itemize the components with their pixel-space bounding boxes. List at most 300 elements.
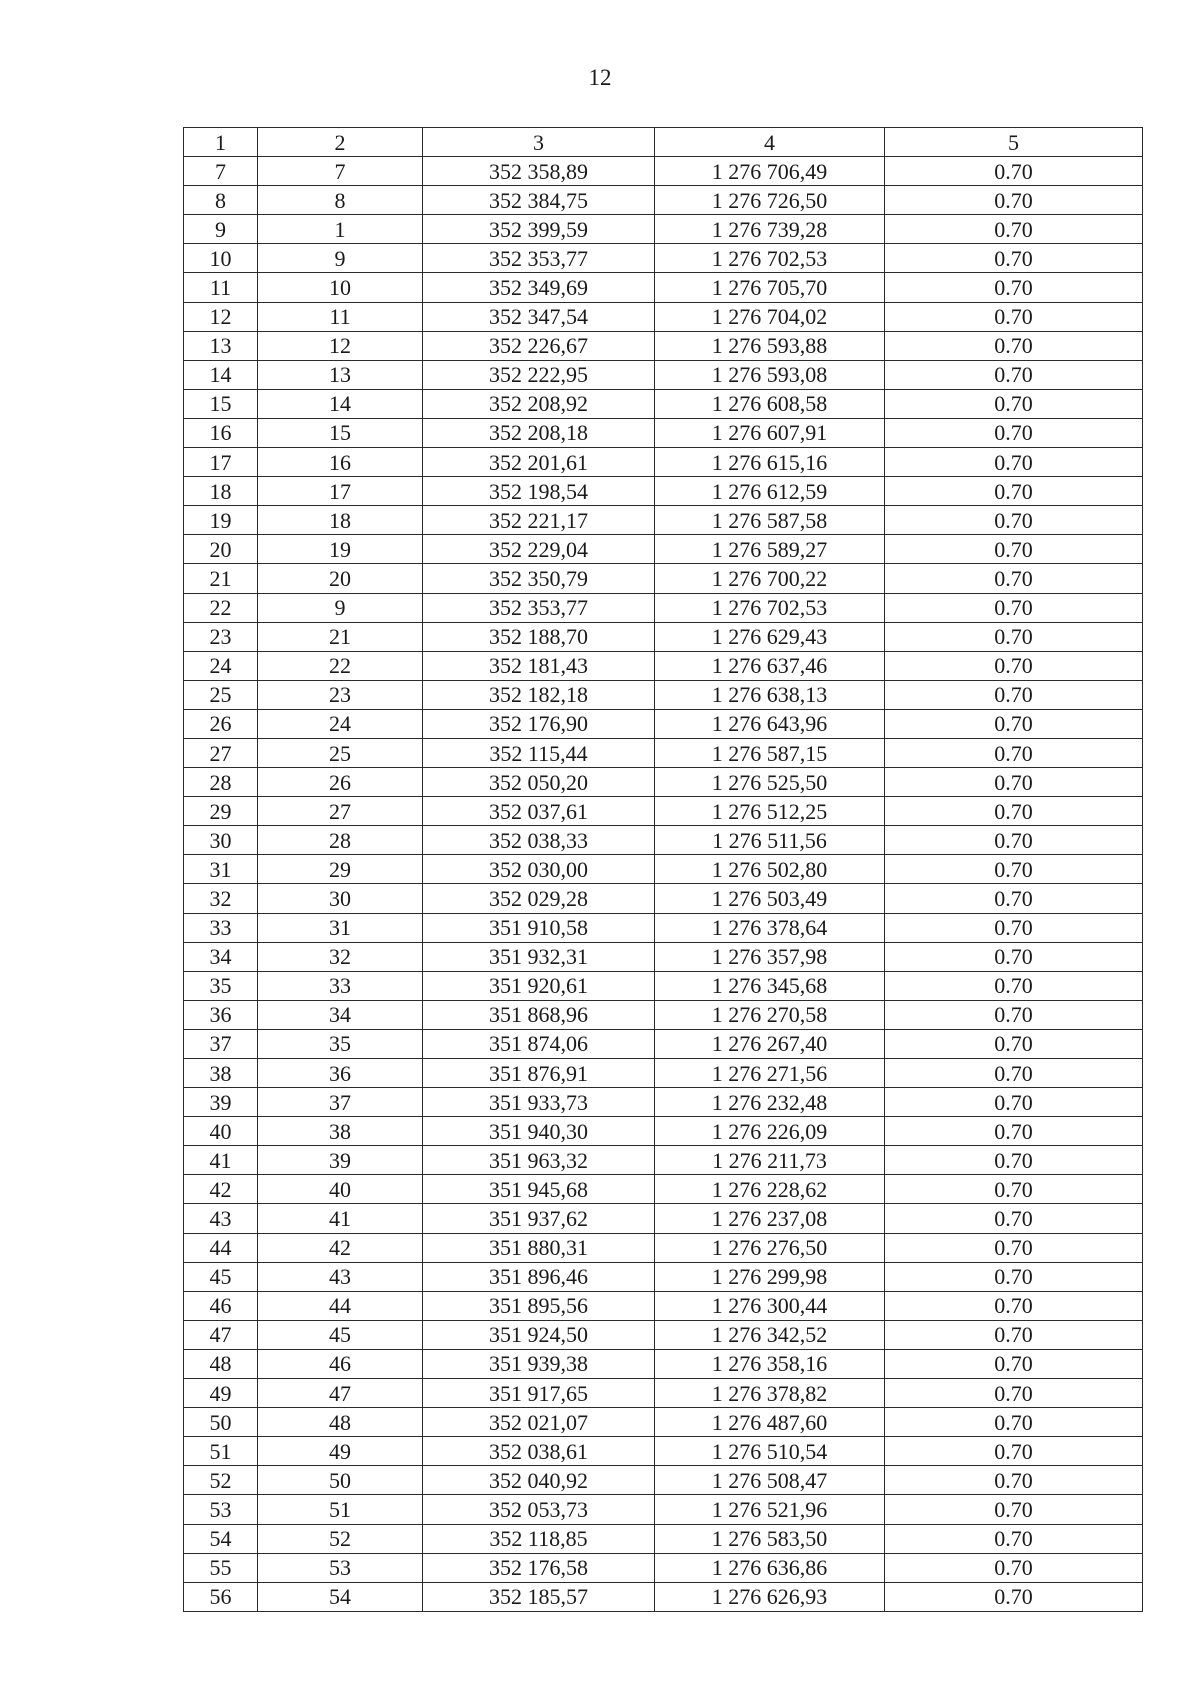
cell-coordinate-y: 1 276 226,09: [655, 1117, 885, 1146]
cell-point-number: 45: [258, 1320, 423, 1349]
cell-coordinate-x: 352 201,61: [423, 448, 655, 477]
cell-point-number: 49: [258, 1437, 423, 1466]
cell-coordinate-y: 1 276 702,53: [655, 593, 885, 622]
coordinates-table: [183, 127, 1143, 1612]
table-row: [184, 244, 1143, 273]
table-row: [184, 1553, 1143, 1582]
cell-point-number: 52: [258, 1524, 423, 1553]
cell-value: 0.70: [885, 622, 1143, 651]
cell-point-number: 40: [258, 1175, 423, 1204]
cell-row-number: 54: [184, 1524, 258, 1553]
cell-value: 0.70: [885, 971, 1143, 1000]
cell-row-number: 27: [184, 738, 258, 767]
cell-coordinate-y: 1 276 726,50: [655, 186, 885, 215]
cell-value: 0.70: [885, 506, 1143, 535]
cell-value: 0.70: [885, 1000, 1143, 1029]
cell-coordinate-x: 351 880,31: [423, 1233, 655, 1262]
column-header-2: 2: [258, 128, 423, 157]
cell-coordinate-x: 352 021,07: [423, 1408, 655, 1437]
cell-row-number: 28: [184, 768, 258, 797]
cell-value: 0.70: [885, 1379, 1143, 1408]
cell-row-number: 19: [184, 506, 258, 535]
table-row: [184, 622, 1143, 651]
table-row: [184, 1262, 1143, 1291]
cell-row-number: 35: [184, 971, 258, 1000]
table-row: [184, 1437, 1143, 1466]
cell-coordinate-y: 1 276 271,56: [655, 1059, 885, 1088]
cell-coordinate-y: 1 276 342,52: [655, 1320, 885, 1349]
cell-coordinate-y: 1 276 502,80: [655, 855, 885, 884]
table-row: [184, 1233, 1143, 1262]
cell-coordinate-y: 1 276 300,44: [655, 1291, 885, 1320]
cell-coordinate-x: 352 349,69: [423, 273, 655, 302]
table-row: [184, 535, 1143, 564]
table-row: [184, 1291, 1143, 1320]
cell-value: 0.70: [885, 1349, 1143, 1378]
cell-value: 0.70: [885, 1495, 1143, 1524]
page-number: 12: [588, 65, 612, 90]
cell-point-number: 38: [258, 1117, 423, 1146]
cell-coordinate-x: 352 185,57: [423, 1582, 655, 1611]
cell-value: 0.70: [885, 1408, 1143, 1437]
cell-row-number: 15: [184, 389, 258, 418]
table-row: [184, 768, 1143, 797]
table-row: [184, 331, 1143, 360]
cell-coordinate-x: 352 399,59: [423, 215, 655, 244]
cell-point-number: 17: [258, 477, 423, 506]
cell-point-number: 21: [258, 622, 423, 651]
table-row: [184, 593, 1143, 622]
cell-point-number: 10: [258, 273, 423, 302]
cell-coordinate-x: 352 038,33: [423, 826, 655, 855]
cell-point-number: 22: [258, 651, 423, 680]
cell-point-number: 28: [258, 826, 423, 855]
cell-point-number: 54: [258, 1582, 423, 1611]
table-row: [184, 1524, 1143, 1553]
column-header-1: 1: [184, 128, 258, 157]
table-row: [184, 1408, 1143, 1437]
cell-coordinate-x: 351 937,62: [423, 1204, 655, 1233]
cell-coordinate-x: 352 384,75: [423, 186, 655, 215]
cell-coordinate-y: 1 276 521,96: [655, 1495, 885, 1524]
cell-point-number: 32: [258, 942, 423, 971]
cell-coordinate-y: 1 276 228,62: [655, 1175, 885, 1204]
cell-coordinate-y: 1 276 637,46: [655, 651, 885, 680]
cell-coordinate-y: 1 276 706,49: [655, 157, 885, 186]
cell-coordinate-x: 351 920,61: [423, 971, 655, 1000]
cell-row-number: 48: [184, 1349, 258, 1378]
table-body: [184, 128, 1143, 1612]
cell-coordinate-x: 352 198,54: [423, 477, 655, 506]
table-row: [184, 1117, 1143, 1146]
cell-point-number: 43: [258, 1262, 423, 1291]
cell-coordinate-y: 1 276 511,56: [655, 826, 885, 855]
cell-coordinate-y: 1 276 608,58: [655, 389, 885, 418]
column-header-3: 3: [423, 128, 655, 157]
table-row: [184, 942, 1143, 971]
cell-coordinate-y: 1 276 299,98: [655, 1262, 885, 1291]
cell-point-number: 12: [258, 331, 423, 360]
cell-coordinate-x: 352 030,00: [423, 855, 655, 884]
cell-coordinate-x: 352 038,61: [423, 1437, 655, 1466]
cell-value: 0.70: [885, 302, 1143, 331]
table-row: [184, 1379, 1143, 1408]
cell-row-number: 18: [184, 477, 258, 506]
cell-row-number: 11: [184, 273, 258, 302]
cell-coordinate-x: 351 895,56: [423, 1291, 655, 1320]
cell-value: 0.70: [885, 1320, 1143, 1349]
cell-point-number: 13: [258, 360, 423, 389]
cell-value: 0.70: [885, 418, 1143, 447]
cell-point-number: 51: [258, 1495, 423, 1524]
cell-value: 0.70: [885, 680, 1143, 709]
cell-coordinate-y: 1 276 211,73: [655, 1146, 885, 1175]
cell-point-number: 25: [258, 738, 423, 767]
table-row: [184, 797, 1143, 826]
cell-coordinate-x: 351 876,91: [423, 1059, 655, 1088]
cell-value: 0.70: [885, 1582, 1143, 1611]
cell-coordinate-y: 1 276 276,50: [655, 1233, 885, 1262]
cell-coordinate-x: 352 229,04: [423, 535, 655, 564]
cell-coordinate-x: 351 896,46: [423, 1262, 655, 1291]
table-row: [184, 1175, 1143, 1204]
cell-point-number: 30: [258, 884, 423, 913]
cell-point-number: 23: [258, 680, 423, 709]
cell-value: 0.70: [885, 1088, 1143, 1117]
cell-coordinate-y: 1 276 583,50: [655, 1524, 885, 1553]
cell-coordinate-x: 351 939,38: [423, 1349, 655, 1378]
cell-coordinate-x: 352 181,43: [423, 651, 655, 680]
cell-coordinate-y: 1 276 587,58: [655, 506, 885, 535]
cell-row-number: 41: [184, 1146, 258, 1175]
table-row: [184, 884, 1143, 913]
cell-row-number: 24: [184, 651, 258, 680]
cell-coordinate-y: 1 276 636,86: [655, 1553, 885, 1582]
cell-coordinate-x: 352 208,18: [423, 418, 655, 447]
cell-value: 0.70: [885, 157, 1143, 186]
table-row: [184, 1059, 1143, 1088]
cell-point-number: 39: [258, 1146, 423, 1175]
cell-value: 0.70: [885, 1175, 1143, 1204]
table-row: [184, 360, 1143, 389]
cell-coordinate-x: 352 353,77: [423, 244, 655, 273]
cell-coordinate-y: 1 276 358,16: [655, 1349, 885, 1378]
cell-value: 0.70: [885, 1437, 1143, 1466]
cell-point-number: 46: [258, 1349, 423, 1378]
cell-coordinate-y: 1 276 487,60: [655, 1408, 885, 1437]
cell-row-number: 26: [184, 709, 258, 738]
cell-value: 0.70: [885, 1233, 1143, 1262]
cell-coordinate-y: 1 276 345,68: [655, 971, 885, 1000]
cell-coordinate-y: 1 276 607,91: [655, 418, 885, 447]
table-row: [184, 273, 1143, 302]
cell-row-number: 43: [184, 1204, 258, 1233]
cell-coordinate-y: 1 276 704,02: [655, 302, 885, 331]
cell-point-number: 35: [258, 1029, 423, 1058]
cell-coordinate-x: 352 358,89: [423, 157, 655, 186]
cell-point-number: 50: [258, 1466, 423, 1495]
cell-coordinate-x: 351 933,73: [423, 1088, 655, 1117]
cell-coordinate-x: 351 945,68: [423, 1175, 655, 1204]
cell-value: 0.70: [885, 1029, 1143, 1058]
cell-row-number: 8: [184, 186, 258, 215]
cell-value: 0.70: [885, 564, 1143, 593]
column-header-5: 5: [885, 128, 1143, 157]
cell-value: 0.70: [885, 477, 1143, 506]
cell-coordinate-y: 1 276 739,28: [655, 215, 885, 244]
cell-coordinate-y: 1 276 593,88: [655, 331, 885, 360]
cell-point-number: 11: [258, 302, 423, 331]
cell-row-number: 36: [184, 1000, 258, 1029]
cell-value: 0.70: [885, 1204, 1143, 1233]
cell-coordinate-y: 1 276 510,54: [655, 1437, 885, 1466]
table-row: [184, 418, 1143, 447]
cell-value: 0.70: [885, 273, 1143, 302]
cell-row-number: 22: [184, 593, 258, 622]
cell-point-number: 20: [258, 564, 423, 593]
cell-point-number: 26: [258, 768, 423, 797]
table-row: [184, 564, 1143, 593]
cell-point-number: 37: [258, 1088, 423, 1117]
cell-coordinate-y: 1 276 508,47: [655, 1466, 885, 1495]
cell-value: 0.70: [885, 448, 1143, 477]
cell-coordinate-x: 351 963,32: [423, 1146, 655, 1175]
cell-point-number: 15: [258, 418, 423, 447]
cell-coordinate-x: 352 029,28: [423, 884, 655, 913]
cell-coordinate-x: 352 053,73: [423, 1495, 655, 1524]
cell-coordinate-y: 1 276 705,70: [655, 273, 885, 302]
cell-coordinate-x: 352 182,18: [423, 680, 655, 709]
cell-coordinate-x: 352 115,44: [423, 738, 655, 767]
column-header-4: 4: [655, 128, 885, 157]
cell-value: 0.70: [885, 186, 1143, 215]
cell-point-number: 33: [258, 971, 423, 1000]
cell-coordinate-x: 352 208,92: [423, 389, 655, 418]
cell-point-number: 48: [258, 1408, 423, 1437]
cell-row-number: 39: [184, 1088, 258, 1117]
cell-point-number: 31: [258, 913, 423, 942]
cell-value: 0.70: [885, 709, 1143, 738]
cell-coordinate-x: 351 874,06: [423, 1029, 655, 1058]
cell-row-number: 33: [184, 913, 258, 942]
cell-row-number: 52: [184, 1466, 258, 1495]
table-row: [184, 1495, 1143, 1524]
cell-value: 0.70: [885, 215, 1143, 244]
cell-value: 0.70: [885, 1059, 1143, 1088]
cell-point-number: 47: [258, 1379, 423, 1408]
cell-row-number: 25: [184, 680, 258, 709]
cell-coordinate-x: 351 910,58: [423, 913, 655, 942]
cell-coordinate-y: 1 276 615,16: [655, 448, 885, 477]
cell-coordinate-y: 1 276 587,15: [655, 738, 885, 767]
cell-point-number: 7: [258, 157, 423, 186]
cell-coordinate-y: 1 276 503,49: [655, 884, 885, 913]
table-row: [184, 1349, 1143, 1378]
table-header-row: [184, 128, 1143, 157]
cell-value: 0.70: [885, 826, 1143, 855]
cell-coordinate-y: 1 276 512,25: [655, 797, 885, 826]
cell-point-number: 1: [258, 215, 423, 244]
table-row: [184, 389, 1143, 418]
cell-row-number: 55: [184, 1553, 258, 1582]
cell-coordinate-x: 352 040,92: [423, 1466, 655, 1495]
table-row: [184, 1088, 1143, 1117]
cell-point-number: 42: [258, 1233, 423, 1262]
cell-row-number: 56: [184, 1582, 258, 1611]
cell-point-number: 41: [258, 1204, 423, 1233]
table-row: [184, 1320, 1143, 1349]
cell-value: 0.70: [885, 738, 1143, 767]
table-row: [184, 1466, 1143, 1495]
cell-coordinate-x: 351 868,96: [423, 1000, 655, 1029]
cell-coordinate-x: 352 188,70: [423, 622, 655, 651]
table-row: [184, 506, 1143, 535]
cell-row-number: 20: [184, 535, 258, 564]
cell-row-number: 21: [184, 564, 258, 593]
cell-point-number: 24: [258, 709, 423, 738]
cell-row-number: 34: [184, 942, 258, 971]
cell-value: 0.70: [885, 1291, 1143, 1320]
table-row: [184, 1582, 1143, 1611]
cell-row-number: 53: [184, 1495, 258, 1524]
cell-coordinate-y: 1 276 378,82: [655, 1379, 885, 1408]
table-row: [184, 738, 1143, 767]
cell-row-number: 32: [184, 884, 258, 913]
cell-coordinate-y: 1 276 525,50: [655, 768, 885, 797]
cell-row-number: 42: [184, 1175, 258, 1204]
cell-point-number: 8: [258, 186, 423, 215]
table-row: [184, 157, 1143, 186]
cell-value: 0.70: [885, 913, 1143, 942]
cell-value: 0.70: [885, 942, 1143, 971]
cell-row-number: 44: [184, 1233, 258, 1262]
cell-value: 0.70: [885, 1466, 1143, 1495]
cell-row-number: 40: [184, 1117, 258, 1146]
table-row: [184, 477, 1143, 506]
cell-value: 0.70: [885, 1117, 1143, 1146]
table-row: [184, 302, 1143, 331]
cell-value: 0.70: [885, 331, 1143, 360]
cell-point-number: 19: [258, 535, 423, 564]
cell-coordinate-x: 352 226,67: [423, 331, 655, 360]
cell-row-number: 30: [184, 826, 258, 855]
cell-coordinate-y: 1 276 357,98: [655, 942, 885, 971]
cell-value: 0.70: [885, 1524, 1143, 1553]
cell-coordinate-x: 352 176,58: [423, 1553, 655, 1582]
table-row: [184, 826, 1143, 855]
cell-value: 0.70: [885, 884, 1143, 913]
cell-row-number: 17: [184, 448, 258, 477]
cell-value: 0.70: [885, 768, 1143, 797]
cell-point-number: 36: [258, 1059, 423, 1088]
cell-row-number: 9: [184, 215, 258, 244]
cell-coordinate-y: 1 276 702,53: [655, 244, 885, 273]
cell-coordinate-x: 351 924,50: [423, 1320, 655, 1349]
cell-coordinate-y: 1 276 237,08: [655, 1204, 885, 1233]
table-row: [184, 448, 1143, 477]
cell-coordinate-x: 352 353,77: [423, 593, 655, 622]
cell-row-number: 50: [184, 1408, 258, 1437]
table-row: [184, 855, 1143, 884]
cell-coordinate-x: 352 118,85: [423, 1524, 655, 1553]
table-row: [184, 971, 1143, 1000]
cell-row-number: 14: [184, 360, 258, 389]
cell-row-number: 51: [184, 1437, 258, 1466]
cell-coordinate-y: 1 276 629,43: [655, 622, 885, 651]
cell-row-number: 49: [184, 1379, 258, 1408]
cell-value: 0.70: [885, 797, 1143, 826]
cell-coordinate-x: 352 050,20: [423, 768, 655, 797]
table-row: [184, 651, 1143, 680]
cell-row-number: 31: [184, 855, 258, 884]
table-row: [184, 1204, 1143, 1233]
cell-coordinate-y: 1 276 626,93: [655, 1582, 885, 1611]
cell-coordinate-y: 1 276 232,48: [655, 1088, 885, 1117]
cell-coordinate-y: 1 276 270,58: [655, 1000, 885, 1029]
cell-coordinate-x: 352 037,61: [423, 797, 655, 826]
cell-row-number: 7: [184, 157, 258, 186]
cell-coordinate-y: 1 276 638,13: [655, 680, 885, 709]
cell-coordinate-y: 1 276 378,64: [655, 913, 885, 942]
cell-row-number: 46: [184, 1291, 258, 1320]
cell-coordinate-y: 1 276 593,08: [655, 360, 885, 389]
cell-point-number: 44: [258, 1291, 423, 1320]
cell-point-number: 16: [258, 448, 423, 477]
cell-coordinate-x: 352 222,95: [423, 360, 655, 389]
cell-row-number: 29: [184, 797, 258, 826]
cell-row-number: 45: [184, 1262, 258, 1291]
cell-value: 0.70: [885, 1553, 1143, 1582]
table-row: [184, 913, 1143, 942]
cell-value: 0.70: [885, 1146, 1143, 1175]
cell-value: 0.70: [885, 1262, 1143, 1291]
cell-value: 0.70: [885, 244, 1143, 273]
cell-point-number: 9: [258, 244, 423, 273]
cell-value: 0.70: [885, 360, 1143, 389]
cell-row-number: 37: [184, 1029, 258, 1058]
table-row: [184, 215, 1143, 244]
cell-row-number: 13: [184, 331, 258, 360]
cell-row-number: 16: [184, 418, 258, 447]
cell-coordinate-x: 352 176,90: [423, 709, 655, 738]
table-row: [184, 1000, 1143, 1029]
cell-coordinate-x: 351 940,30: [423, 1117, 655, 1146]
table-row: [184, 1029, 1143, 1058]
cell-row-number: 10: [184, 244, 258, 273]
cell-coordinate-y: 1 276 267,40: [655, 1029, 885, 1058]
cell-point-number: 18: [258, 506, 423, 535]
cell-value: 0.70: [885, 855, 1143, 884]
cell-point-number: 14: [258, 389, 423, 418]
cell-row-number: 38: [184, 1059, 258, 1088]
cell-point-number: 34: [258, 1000, 423, 1029]
cell-coordinate-x: 352 347,54: [423, 302, 655, 331]
table-row: [184, 680, 1143, 709]
cell-row-number: 47: [184, 1320, 258, 1349]
cell-row-number: 23: [184, 622, 258, 651]
cell-coordinate-y: 1 276 589,27: [655, 535, 885, 564]
cell-value: 0.70: [885, 651, 1143, 680]
cell-coordinate-y: 1 276 700,22: [655, 564, 885, 593]
cell-value: 0.70: [885, 535, 1143, 564]
cell-coordinate-x: 352 350,79: [423, 564, 655, 593]
cell-point-number: 29: [258, 855, 423, 884]
cell-row-number: 12: [184, 302, 258, 331]
cell-coordinate-x: 352 221,17: [423, 506, 655, 535]
table-row: [184, 1146, 1143, 1175]
table-row: [184, 709, 1143, 738]
cell-coordinate-x: 351 932,31: [423, 942, 655, 971]
